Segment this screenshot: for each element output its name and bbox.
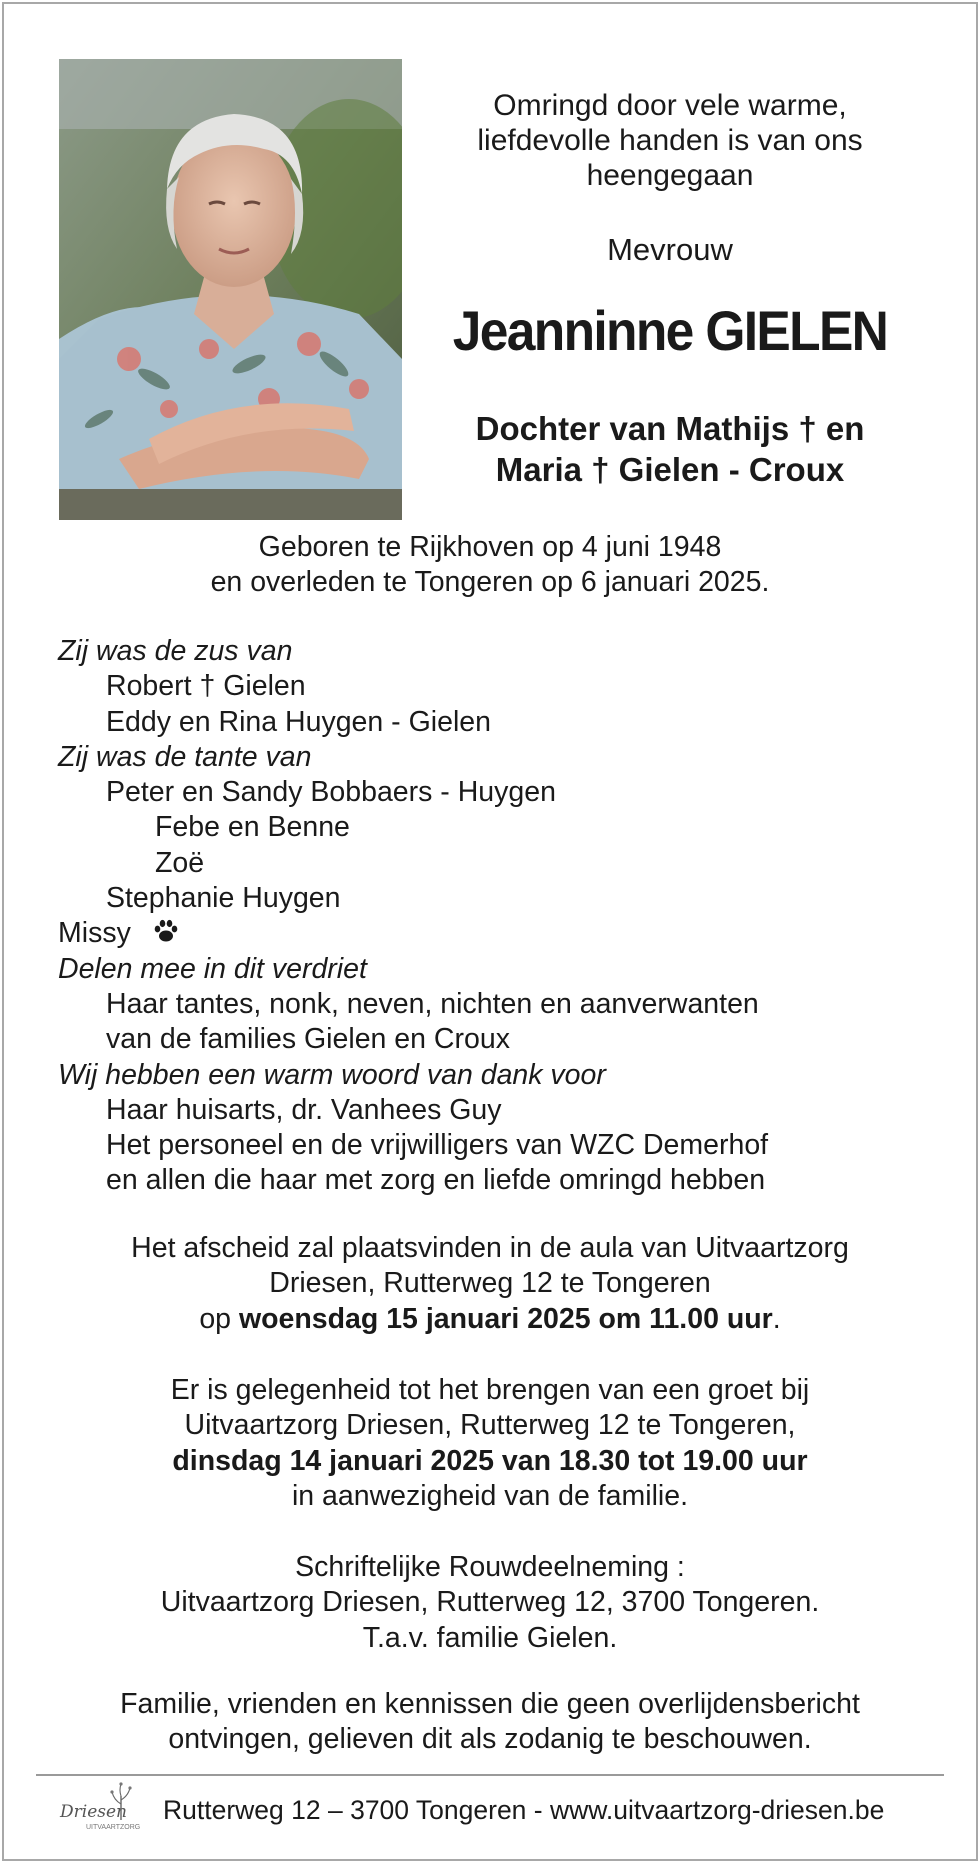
relatives-item: Haar tantes, nonk, neven, nichten en aanverwanten (106, 987, 759, 1020)
visit-line: Uitvaartzorg Driesen, Rutterweg 12 te Tongeren, (184, 1409, 796, 1442)
sibling-item: Robert † Gielen (106, 670, 306, 703)
farewell-line: Het afscheid zal plaatsvinden in de aula van Uitvaartzorg (131, 1232, 849, 1264)
farewell-line: Driesen, Rutterweg 12 te Tongeren (269, 1267, 711, 1300)
grandchild-item: Zoë (155, 846, 205, 879)
logo-subtitle: UITVAARTZORG (86, 1824, 141, 1831)
condolence-line: Schriftelijke Rouwdeelneming : (295, 1551, 685, 1583)
visit-line: Er is gelegenheid tot het brengen van een groet bij (170, 1374, 810, 1406)
thanks-item: en allen die haar met zorg en liefde omringd hebben (106, 1164, 766, 1197)
intro-line: liefdevolle handen is van ons (477, 124, 863, 157)
farewell-prefix: op (199, 1302, 239, 1335)
parents-text (430, 408, 910, 490)
thanks-item: Haar huisarts, dr. Vanhees Guy (106, 1093, 502, 1126)
logo-name: Driesen (60, 1802, 127, 1822)
parents-line: Dochter van Mathijs † en (475, 410, 865, 447)
visit-line: in aanwezigheid van de familie. (291, 1479, 689, 1512)
thanks-item: Het personeel en de vrijwilligers van WZC Demerhof (106, 1129, 769, 1162)
intro-line: Omringd door vele warme, (493, 89, 847, 122)
visit-date: dinsdag 14 januari 2025 van 18.30 tot 19.00 uur (172, 1444, 808, 1477)
nephew-item: Peter en Sandy Bobbaers - Huygen (106, 776, 556, 809)
intro-line: heengegaan (586, 159, 754, 192)
condolence-line: T.a.v. familie Gielen. (362, 1621, 618, 1654)
footer-address: Rutterweg 12 – 3700 Tongeren - www.uitvaartzorg-driesen.be (163, 1795, 885, 1825)
closing-line: Familie, vrienden en kennissen die geen overlijdensbericht (120, 1688, 860, 1720)
relatives-item: van de families Gielen en Croux (106, 1023, 510, 1056)
sister-heading: Zij was de zus van (58, 635, 293, 667)
parents-line: Maria † Gielen - Croux (495, 451, 845, 488)
birth-line: Geboren te Rijkhoven op 4 juni 1948 (258, 531, 722, 563)
aunt-heading: Zij was de tante van (58, 740, 312, 773)
birth-death-text (60, 530, 920, 600)
condolence-line: Uitvaartzorg Driesen, Rutterweg 12, 3700 Tongeren. (160, 1586, 820, 1619)
condolence-block (40, 1550, 940, 1656)
footer-divider (36, 1774, 944, 1776)
intro-text (430, 88, 910, 193)
closing-block (40, 1687, 940, 1758)
farewell-date: woensdag 15 januari 2025 om 11.00 uur (238, 1302, 773, 1335)
thanks-heading: Wij hebben een warm woord van dank voor (58, 1058, 606, 1091)
salutation: Mevrouw (607, 232, 733, 267)
grandchild-item: Febe en Benne (155, 811, 350, 844)
paw-icon (153, 918, 179, 944)
family-list (58, 634, 938, 1199)
pet-name: Missy (58, 917, 131, 950)
pet-item (58, 916, 938, 951)
portrait-photo (59, 59, 402, 520)
death-line: en overleden te Tongeren op 6 januari 2025. (210, 566, 770, 598)
deceased-name: Jeanninne GIELEN (452, 299, 888, 362)
funeral-home-logo (58, 1782, 142, 1838)
farewell-date-line (40, 1302, 940, 1337)
sibling-item: Eddy en Rina Huygen - Gielen (106, 705, 491, 738)
nephew-item: Stephanie Huygen (106, 882, 341, 915)
visit-block (40, 1373, 940, 1514)
share-heading: Delen mee in dit verdriet (58, 952, 367, 985)
farewell-suffix: . (772, 1302, 781, 1335)
closing-line: ontvingen, gelieven dit als zodanig te beschouwen. (168, 1723, 812, 1756)
farewell-block (40, 1231, 940, 1337)
